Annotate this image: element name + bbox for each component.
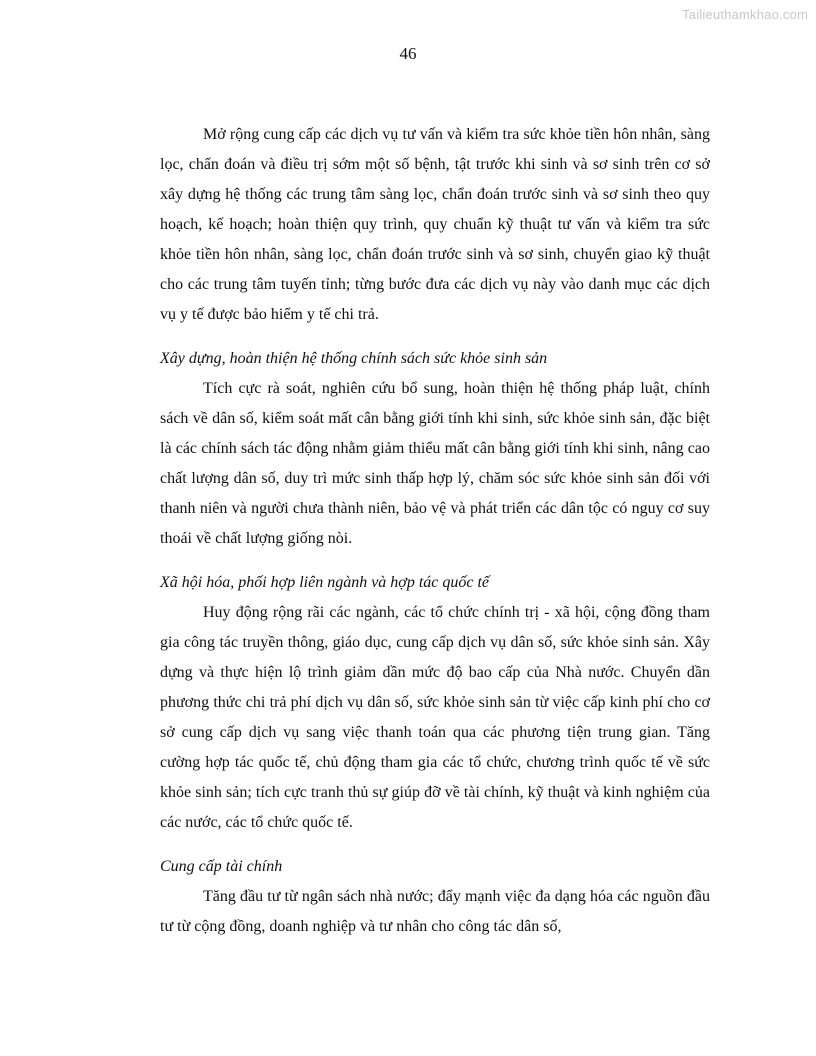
paragraph-investment: Tăng đầu tư từ ngân sách nhà nước; đẩy mạnh việc đa dạng hóa các nguồn đầu tư từ cộng đồng, doanh nghiệp và tư nhân cho công tác dân số, (160, 888, 710, 935)
paragraph-policy-review: Tích cực rà soát, nghiên cứu bổ sung, hoàn thiện hệ thống pháp luật, chính sách về dân số, kiểm soát mất cân bằng giới tính khi sinh, sức khỏe sinh sản, đặc biệt là các chính sách tác động nhằm giảm thiểu mất cân bằng giới tính khi sinh, nâng cao chất lượng dân số, duy trì mức sinh thấp hợp lý, chăm sóc sức khỏe sinh sản đối với thanh niên và người chưa thành niên, bảo vệ và phát triển các dân tộc có nguy cơ suy thoái về chất lượng giống nòi. (160, 380, 710, 547)
heading-socialization-cooperation: Xã hội hóa, phối hợp liên ngành và hợp tác quốc tế (160, 574, 490, 591)
document-body (160, 120, 710, 942)
heading-policy-system: Xây dựng, hoàn thiện hệ thống chính sách sức khỏe sinh sản (160, 350, 548, 367)
heading-financing: Cung cấp tài chính (160, 858, 283, 875)
paragraph-mobilization: Huy động rộng rãi các ngành, các tổ chức chính trị - xã hội, cộng đồng tham gia công tác truyền thông, giáo dục, cung cấp dịch vụ dân số, sức khỏe sinh sản. Xây dựng và thực hiện lộ trình giảm dần mức độ bao cấp của Nhà nước. Chuyển dần phương thức chi trả phí dịch vụ dân số, sức khỏe sinh sản từ việc cấp kinh phí cho cơ sở cung cấp dịch vụ sang việc thanh toán qua các phương tiện trung gian. Tăng cường hợp tác quốc tế, chủ động tham gia các tổ chức, chương trình quốc tế về sức khỏe sinh sản; tích cực tranh thủ sự giúp đỡ về tài chính, kỹ thuật và kinh nghiệm của các nước, các tổ chức quốc tế. (160, 604, 710, 831)
watermark: Tailieuthamkhao.com (682, 7, 808, 22)
page-number: 46 (399, 44, 417, 63)
paragraph-screening-services: Mở rộng cung cấp các dịch vụ tư vấn và kiểm tra sức khỏe tiền hôn nhân, sàng lọc, chẩn đoán và điều trị sớm một số bệnh, tật trước khi sinh và sơ sinh trên cơ sở xây dựng hệ thống các trung tâm sàng lọc, chẩn đoán trước sinh và sơ sinh theo quy hoạch, kế hoạch; hoàn thiện quy trình, quy chuẩn kỹ thuật tư vấn và kiểm tra sức khỏe tiền hôn nhân, sàng lọc, chẩn đoán trước sinh và sơ sinh, chuyển giao kỹ thuật cho các trung tâm tuyến tỉnh; từng bước đưa các dịch vụ này vào danh mục các dịch vụ y tế được bảo hiểm y tế chi trả. (160, 126, 710, 323)
